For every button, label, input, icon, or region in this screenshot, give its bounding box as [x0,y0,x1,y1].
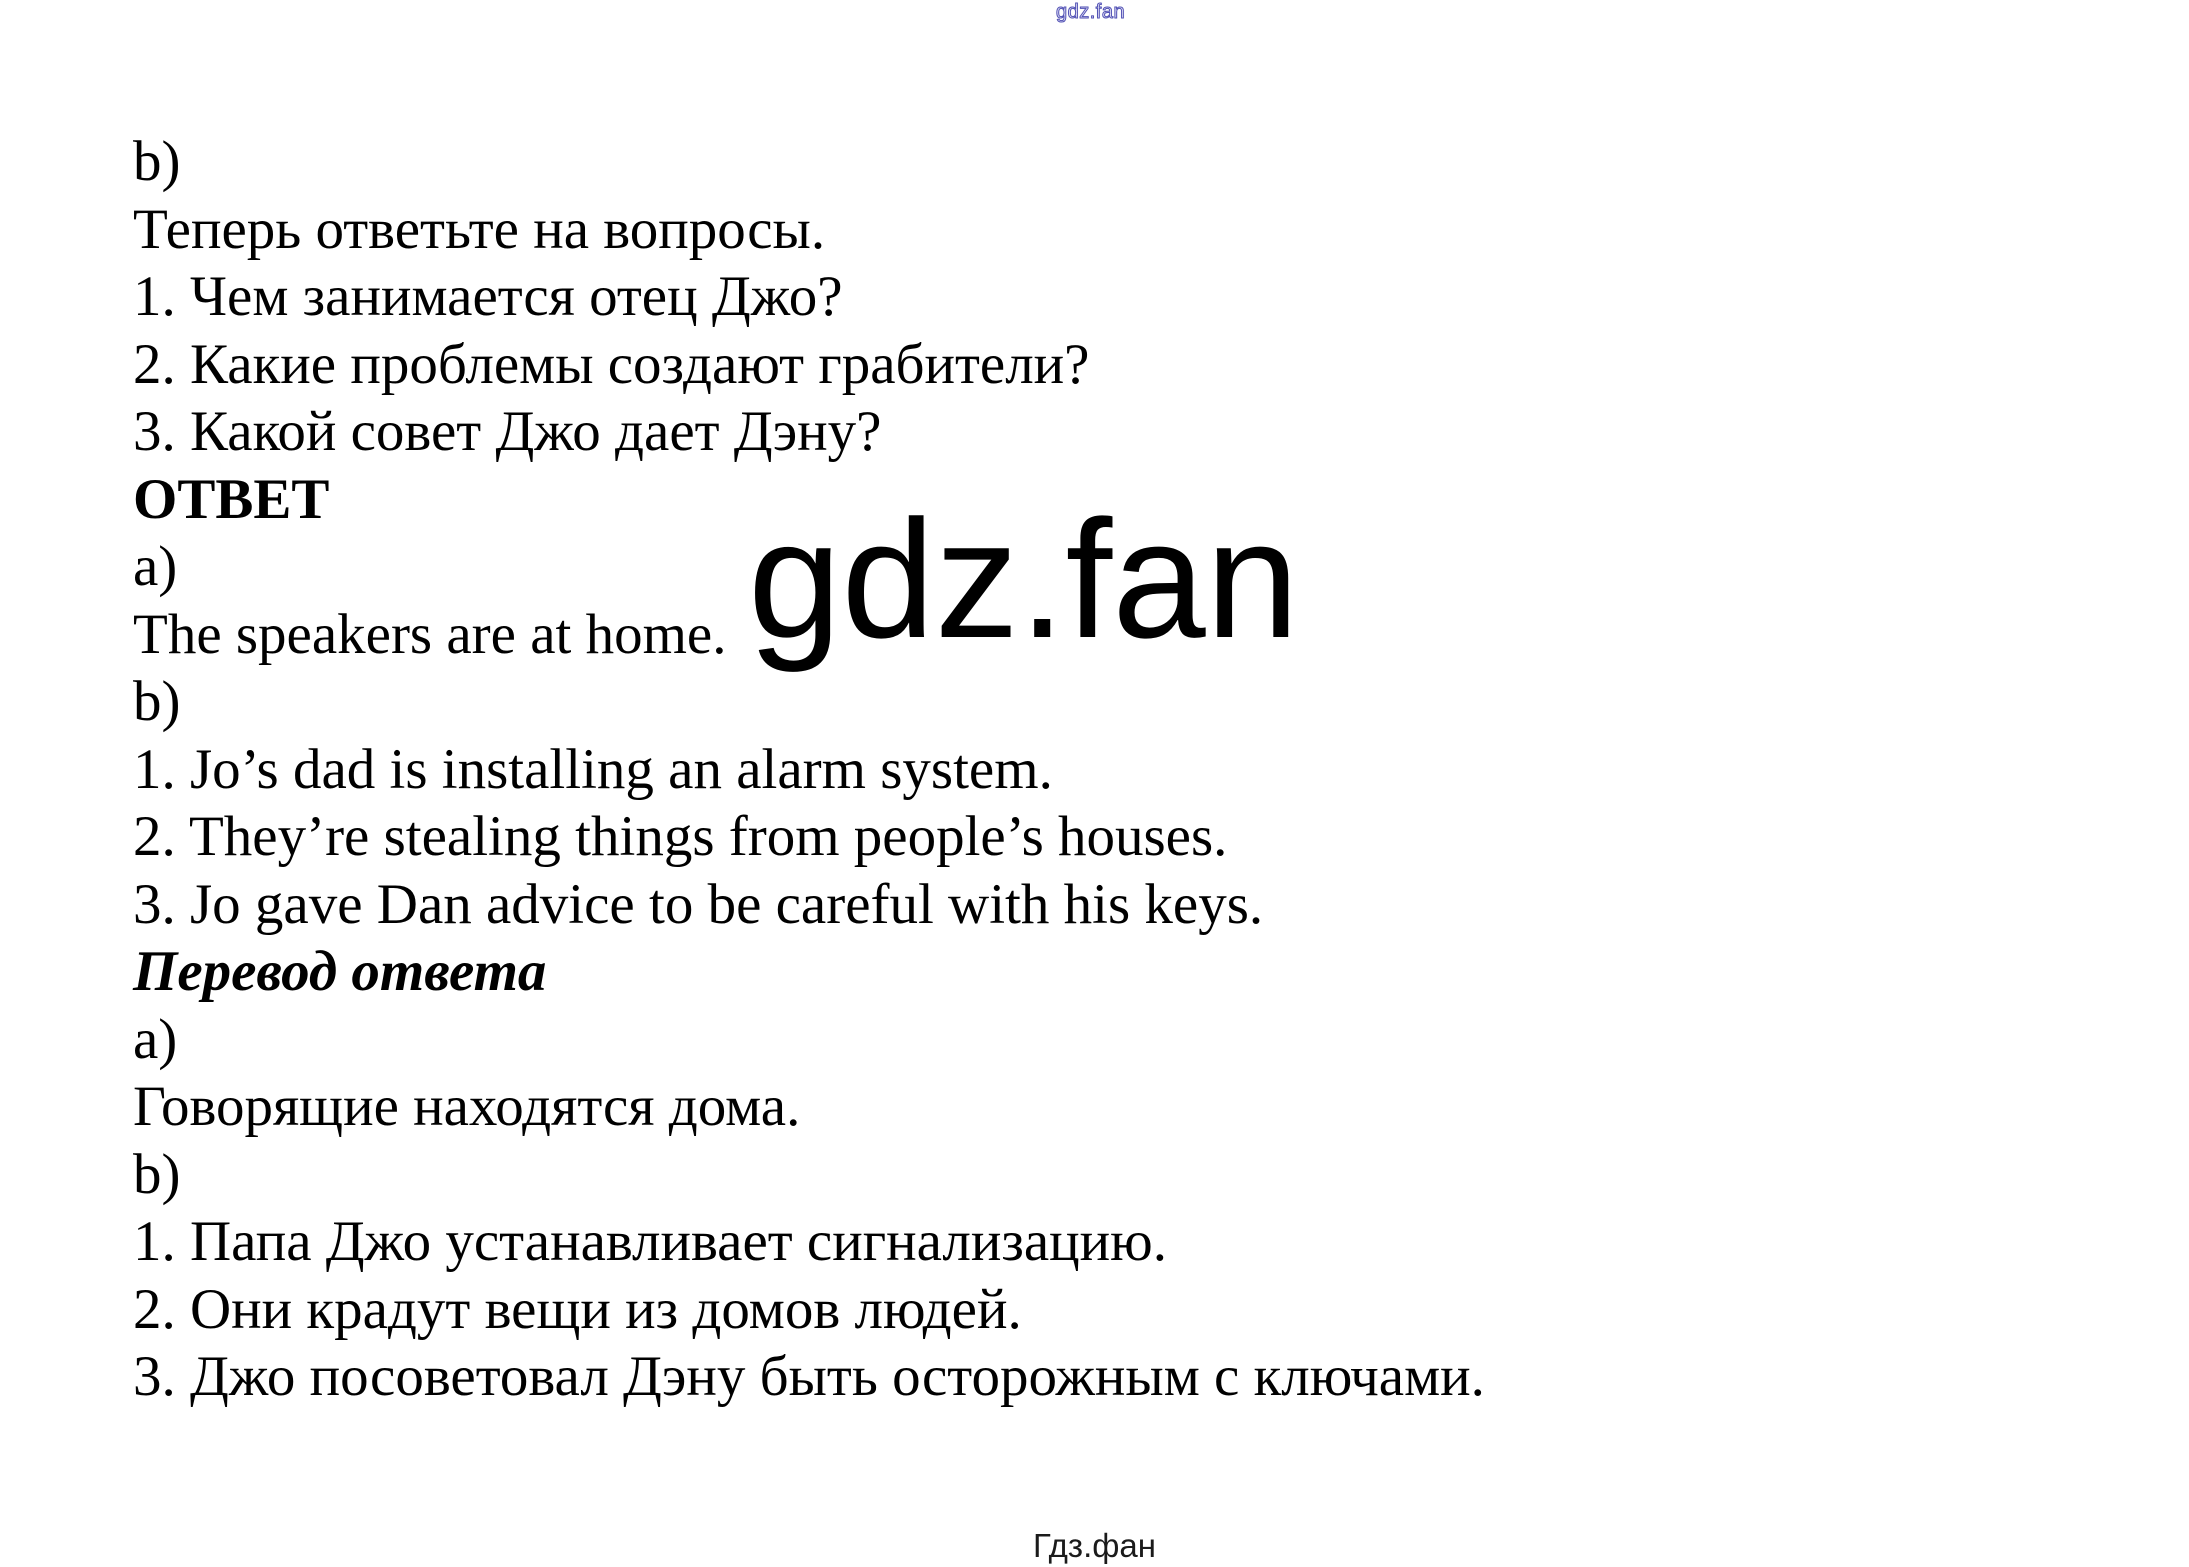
document-line: ОТВЕТ [133,467,330,531]
site-watermark-large: gdz.fan [748,485,1300,673]
document-line: 3. Какой совет Джо дает Дэну? [133,400,882,463]
document-line: The speakers are at home. [133,602,727,666]
document-line: a) [133,1007,178,1071]
site-watermark-top: gdz.fan [1056,1,1126,23]
document-line: Говорящие находятся дома. [133,1075,801,1138]
document-line: b) [133,670,181,733]
document-line: 2. Какие проблемы создают грабители? [133,332,1090,396]
document-line: 1. Папа Джо устанавливает сигнализацию. [133,1210,1167,1273]
site-footer-label: Гдз.фан [1033,1527,1156,1564]
document-line: b) [133,1142,181,1206]
document-line: 2. They’re stealing things from people’s houses. [133,805,1228,868]
document-line: 2. Они крадут вещи из домов людей. [133,1277,1022,1341]
document-line: a) [133,535,178,598]
document-line: b) [133,130,181,193]
document-line: Перевод ответа [133,940,547,1003]
document-line: 3. Джо посоветовал Дэну быть осторожным с ключами. [133,1345,1485,1408]
document-line: 1. Jo’s dad is installing an alarm system. [133,737,1053,801]
document-line: 1. Чем занимается отец Джо? [133,265,843,328]
answer-text-block [133,128,2169,1411]
document-line: Теперь ответьте на вопросы. [133,197,826,261]
document-line: 3. Jo gave Dan advice to be careful with his keys. [133,872,1264,936]
